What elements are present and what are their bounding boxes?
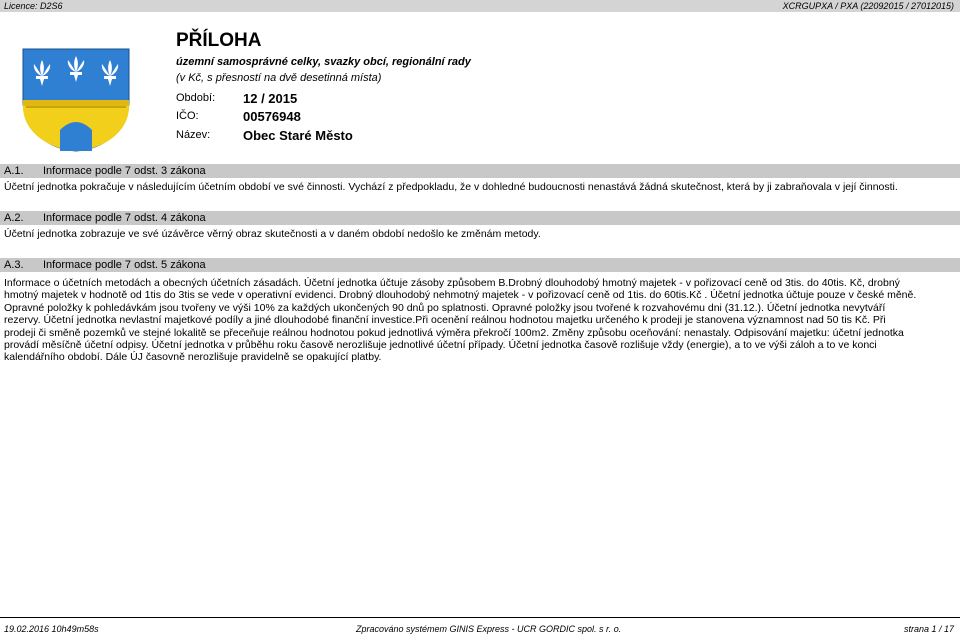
page-title: PŘÍLOHA bbox=[176, 30, 262, 51]
footer-timestamp: 19.02.2016 10h49m58s bbox=[4, 624, 99, 634]
section-title: Informace podle 7 odst. 3 zákona bbox=[43, 165, 206, 177]
text-line: Opravné položky k pohledávkám jsou tvořeny ve výši 10% za každých ukončených 90 dnů po splatnosti. Opravné položky jsou tvořené k rozvahovému dni (31.12.). Účetní jednotka nevytváří bbox=[4, 301, 886, 314]
text-line: Informace o účetních metodách a obecných účetních zásadách. Účetní jednotka účtuje zásoby způsobem B.Drobný dlouhodobý hmotný majetek - v pořizovací ceně od 3tis. do 40tis. Kč, drobný bbox=[4, 277, 900, 289]
section-text-a3 bbox=[4, 277, 944, 364]
footer-processed-by: Zpracováno systémem GINIS Express - UCR GORDIC spol. s r. o. bbox=[356, 624, 622, 634]
name-label: Název: bbox=[176, 129, 211, 141]
footer-divider bbox=[0, 617, 960, 618]
municipal-crest-icon bbox=[22, 48, 130, 152]
section-number: A.2. bbox=[4, 212, 24, 224]
section-number: A.3. bbox=[4, 259, 24, 271]
page-subtitle: územní samosprávné celky, svazky obcí, regionální rady bbox=[176, 56, 471, 68]
ico-label: IČO: bbox=[176, 110, 199, 122]
text-line: rezervy. Účetní jednotka nevlastní majetkové podíly a jiné dlouhodobé finanční investice.Při ocenění reálnou hodnotou majetku určeného k prodeji je stanovena významnost nad 50 tis Kč. Při bbox=[4, 314, 886, 327]
section-number: A.1. bbox=[4, 165, 24, 177]
text-line: kalendářního období. Dále ÚJ časovně nerozlišuje pravidelně se opakující platby. bbox=[4, 351, 382, 364]
text-line: prodeji či směně pozemků ve stejné lokalitě se přeceňuje reálnou hodnotou pokud jednotlivá výměra překročí 100m2. Změny způsobu oceňování: nenastaly. Odpisování majetku: účetní jednotka bbox=[4, 326, 904, 339]
ico-value: 00576948 bbox=[243, 109, 301, 124]
section-title: Informace podle 7 odst. 4 zákona bbox=[43, 212, 206, 224]
top-bar bbox=[0, 0, 960, 12]
section-text-a2: Účetní jednotka zobrazuje ve své úzávěrce věrný obraz skutečnosti a v daném období nedošlo ke změnám metody. bbox=[4, 228, 541, 240]
section-title: Informace podle 7 odst. 5 zákona bbox=[43, 259, 206, 271]
period-value: 12 / 2015 bbox=[243, 91, 298, 106]
units-note: (v Kč, s přesností na dvě desetinná místa) bbox=[176, 72, 382, 84]
section-text-a1: Účetní jednotka pokračuje v následujícím účetním období ve své činnosti. Vychází z předpokladu, že v dohledné budoucnosti nenastává žádná skutečnost, která by ji zabraňovala v její činnosti. bbox=[4, 181, 898, 193]
text-line: provádí měsíčně účetní odpisy. Účetní jednotka v průběhu roku časově nerozlišuje jednotlivé účetní případy. Účetní jednotka časově rozlišuje vždy (energie), a to ve výši záloh a to ve konci bbox=[4, 339, 877, 352]
licence-text: Licence: D2S6 bbox=[4, 1, 63, 11]
period-label: Období: bbox=[176, 92, 216, 104]
section-header-a2 bbox=[0, 211, 960, 225]
footer-page-number: strana 1 / 17 bbox=[903, 624, 954, 634]
section-header-a3 bbox=[0, 258, 960, 272]
section-header-a1 bbox=[0, 164, 960, 178]
document-code: XCRGUPXA / PXA (22092015 / 27012015) bbox=[782, 1, 954, 11]
name-value: Obec Staré Město bbox=[243, 128, 353, 143]
text-line: hmotný majetek v hodnotě od 1tis do 3tis se vede v operativní evidenci. Drobný dlouhodobý nehmotný majetek - v pořizovací ceně od 1tis. do 60tis.Kč . Účetní jednotka účtuje pouze v české měně. bbox=[4, 289, 917, 302]
